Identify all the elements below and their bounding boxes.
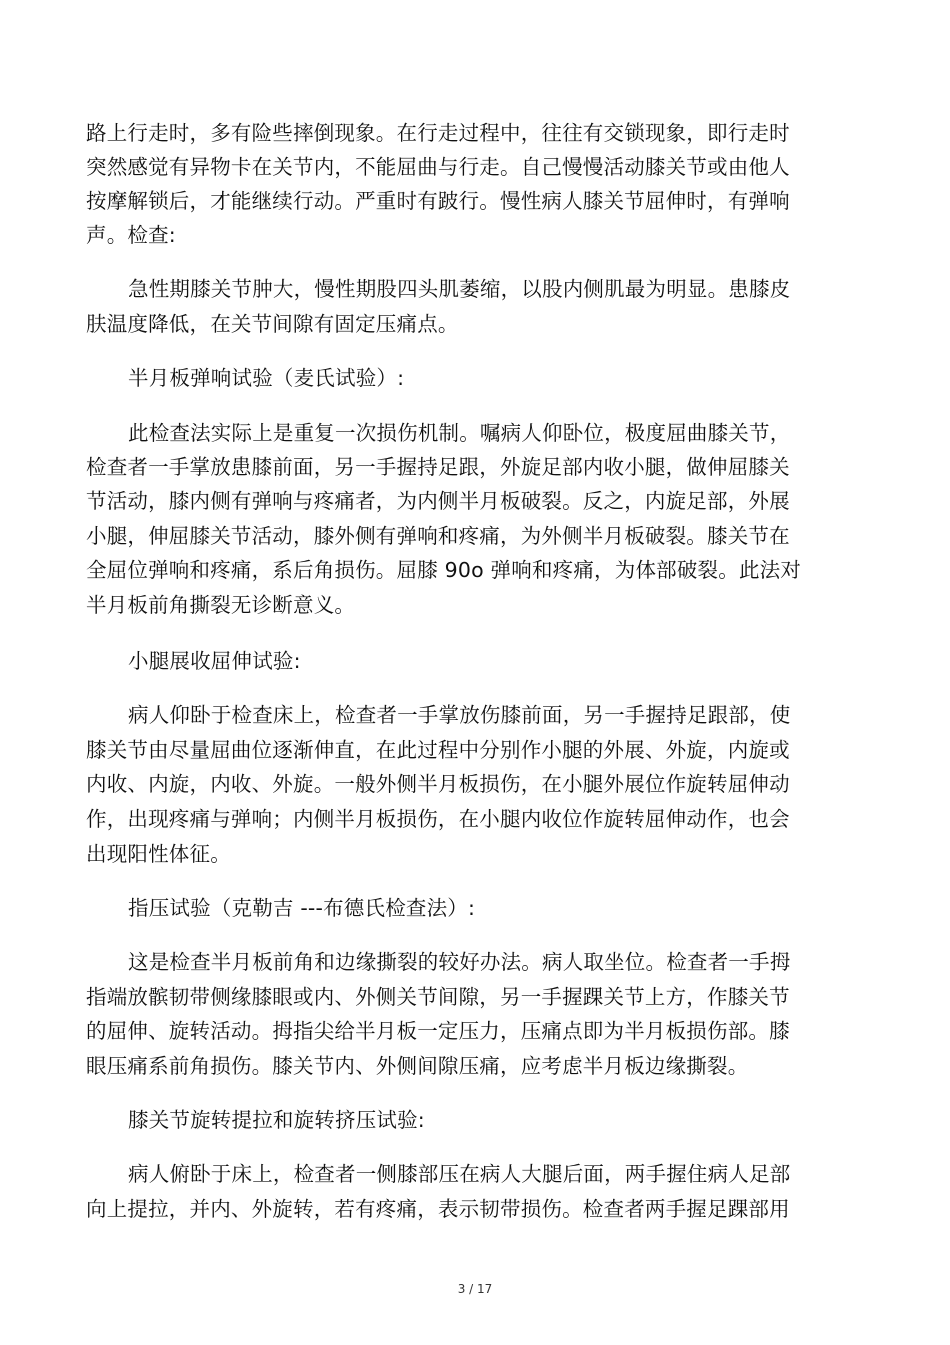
text-line: 全屈位弹响和疼痛，系后角损伤。屈膝 90o 弹响和疼痛，为体部破裂。此法对 — [86, 558, 802, 582]
text-line: 肤温度降低，在关节间隙有固定压痛点。 — [86, 312, 459, 336]
text-line: 作，出现疼痛与弹响；内侧半月板损伤，在小腿内收位作旋转屈伸动作，也会 — [86, 807, 790, 831]
text-line: 的屈伸、旋转活动。拇指尖给半月板一定压力，压痛点即为半月板损伤部。膝 — [86, 1019, 790, 1043]
text-line: 突然感觉有异物卡在关节内，不能屈曲与行走。自己慢慢活动膝关节或由他人 — [86, 155, 790, 179]
text-line: 膝关节由尽量屈曲位逐渐伸直，在此过程中分别作小腿的外展、外旋，内旋或 — [86, 738, 790, 762]
section-heading: 小腿展收屈伸试验: — [128, 649, 301, 673]
text-line: 检查者一手掌放患膝前面，另一手握持足跟，外旋足部内收小腿，做伸屈膝关 — [86, 455, 790, 479]
text-line: 内收、内旋，内收、外旋。一般外侧半月板损伤，在小腿外展位作旋转屈伸动 — [86, 772, 790, 796]
section-heading: 半月板弹响试验（麦氏试验）: — [128, 366, 405, 390]
text-line: 急性期膝关节肿大，慢性期股四头肌萎缩，以股内侧肌最为明显。患膝皮 — [128, 277, 791, 301]
text-line: 这是检查半月板前角和边缘撕裂的较好办法。病人取坐位。检查者一手拇 — [128, 950, 791, 974]
text-line: 按摩解锁后，才能继续行动。严重时有跛行。慢性病人膝关节屈伸时，有弹响 — [86, 189, 790, 213]
text-line: 病人仰卧于检查床上，检查者一手掌放伤膝前面，另一手握持足跟部，使 — [128, 703, 791, 727]
text-line: 小腿，伸屈膝关节活动，膝外侧有弹响和疼痛，为外侧半月板破裂。膝关节在 — [86, 524, 790, 548]
section-heading: 膝关节旋转提拉和旋转挤压试验: — [128, 1108, 425, 1132]
page-number: 3 / 17 — [457, 1282, 493, 1296]
text-line: 出现阳性体征。 — [86, 842, 231, 866]
text-line: 半月板前角撕裂无诊断意义。 — [86, 593, 356, 617]
text-line: 声。检查: — [86, 223, 176, 247]
text-line: 指端放髌韧带侧缘膝眼或内、外侧关节间隙，另一手握踝关节上方，作膝关节 — [86, 985, 790, 1009]
text-line: 节活动，膝内侧有弹响与疼痛者，为内侧半月板破裂。反之，内旋足部，外展 — [86, 489, 790, 513]
text-line: 病人俯卧于床上，检查者一侧膝部压在病人大腿后面，两手握住病人足部 — [128, 1162, 791, 1186]
text-line: 向上提拉，并内、外旋转，若有疼痛，表示韧带损伤。检查者两手握足踝部用 — [86, 1197, 790, 1221]
text-line: 路上行走时，多有险些摔倒现象。在行走过程中，往往有交锁现象，即行走时 — [86, 121, 790, 145]
text-line: 此检查法实际上是重复一次损伤机制。嘱病人仰卧位，极度屈曲膝关节， — [128, 421, 791, 445]
section-heading: 指压试验（克勒吉 ---布德氏检查法）: — [128, 896, 476, 920]
text-line: 眼压痛系前角损伤。膝关节内、外侧间隙压痛，应考虑半月板边缘撕裂。 — [86, 1054, 749, 1078]
